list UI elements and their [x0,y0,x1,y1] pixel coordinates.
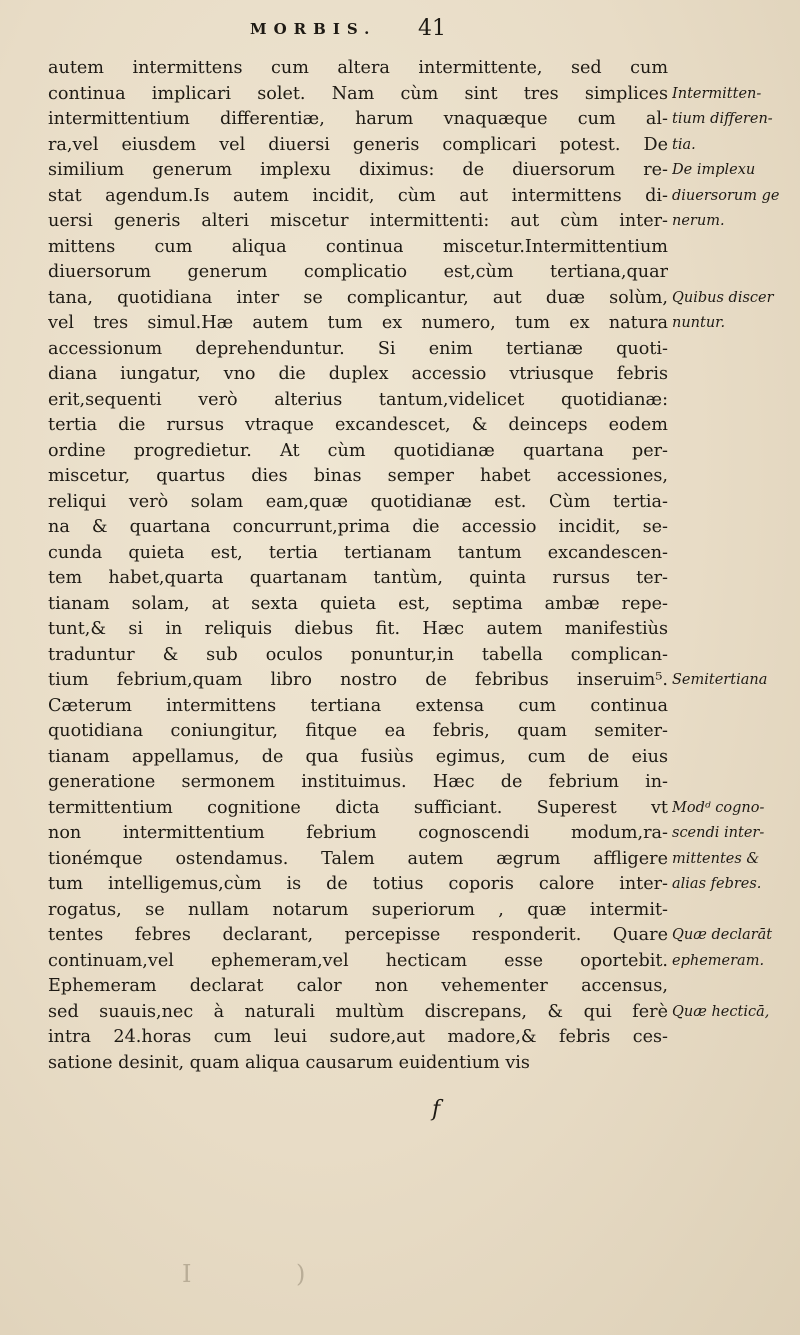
marginal-note-line: diuersorum ge [672,187,780,204]
text-line: tunt,& si in reliquis diebus fit. Hæc autem manifestiùs [48,619,668,639]
text-line: vel tres simul.Hæ autem tum ex numero, tum ex natura [48,313,668,333]
text-line: diana iungatur, vno die duplex accessio vtriusque febris [48,364,668,384]
marginal-note-line: alias febres. [672,876,762,892]
text-line: similium generum implexu diximus: de diuersorum re- [48,160,668,180]
page-number: 41 [418,16,446,41]
marginal-note-line: tia. [672,136,696,153]
text-line: cunda quieta est, tertia tertianam tantum excandescen- [48,542,668,563]
text-line: satione desinit, quam aliqua causarum euidentium vis [48,1052,530,1073]
text-line: tem habet,quarta quartanam tantùm, quinta rursus ter- [48,568,668,588]
marginal-note [672,82,796,159]
text-line: stat agendum.Is autem incidit, cùm aut intermittens di- [48,185,668,206]
marginal-note-line: Quæ hecticā, [672,1003,770,1020]
marginal-note [672,286,796,337]
marginal-note [672,668,796,694]
text-line: Ephemeram declarat calor non vehementer accensus, [48,976,668,996]
bleed-through-mark: ) [296,1260,306,1288]
text-line: generatione sermonem instituimus. Hæc de febrium in- [48,772,668,792]
marginal-note-line: mittentes & [672,850,760,867]
text-line: traduntur & sub oculos ponuntur,in tabella complican- [48,644,668,665]
text-line: mittens cum aliqua continua miscetur.Intermittentium [48,236,668,257]
text-line: uersi generis alteri miscetur intermittenti: aut cùm inter- [48,211,668,231]
marginal-note-line: Quibus discer [672,289,774,306]
text-line: tionémque ostendamus. Talem autem ægrum affligere [48,848,668,869]
signature-mark: f [432,1097,441,1122]
text-line: Cæterum intermittens tertiana extensa cum continua [48,695,668,716]
text-line: tum intelligemus,cùm is de totius coporis calore inter- [48,874,668,894]
text-line: reliqui verò solam eam,quæ quotidianæ est. Cùm tertia- [48,491,668,512]
marginal-note-line: ephemeram. [672,952,765,969]
text-line: intermittentium differentiæ, harum vnaquæque cum al- [48,109,668,129]
text-line: sed suauis,nec à naturali multùm discrepans, & qui ferè [48,1001,668,1022]
marginal-note [672,796,796,898]
text-line: miscetur, quartus dies binas semper habet accessiones, [48,466,668,486]
text-line: tana, quotidiana inter se complicantur, aut duæ solùm, [48,287,668,308]
text-line: ordine progredietur. At cùm quotidianæ quartana per- [48,440,668,461]
text-line: continuam,vel ephemeram,vel hecticam esse oportebit. [48,950,668,971]
text-line: termittentium cognitione dicta sufficiant. Superest vt [48,797,668,818]
marginal-note-line: Semitertiana [672,672,768,688]
text-line: non intermittentium febrium cognoscendi modum,ra- [48,823,668,843]
text-line: diuersorum generum complicatio est,cùm tertiana,quar [48,262,668,282]
text-line: erit,sequenti verò alterius tantum,videlicet quotidianæ: [48,389,668,410]
marginal-note-line: Intermitten- [672,85,762,102]
bleed-through-mark: I [182,1260,192,1288]
text-line: intra 24.horas cum leui sudore,aut madore,& febris ces- [48,1027,668,1047]
marginal-note [672,158,796,235]
marginal-note-line: De implexu [672,162,756,178]
page-header [250,18,550,48]
text-line: tentes febres declarant, percepisse responderit. Quare [48,925,668,945]
marginal-note-line: Modᵈ cogno- [672,799,765,816]
body-text [48,56,668,1076]
text-line: tium febrium,quam libro nostro de febribus inseruim⁵. [48,670,668,690]
marginal-note-line: scendi inter- [672,825,765,841]
marginal-note-line: tium differen- [672,111,773,127]
text-line: tianam solam, at sexta quieta est, septima ambæ repe- [48,593,668,614]
text-line: rogatus, se nullam notarum superiorum , quæ intermit- [48,899,668,920]
marginal-note-line: Quæ declarāt [672,927,773,943]
text-line: autem intermittens cum altera intermittente, sed cum [48,58,668,78]
text-line: tianam appellamus, de qua fusiùs egimus, cum de eius [48,746,668,767]
text-line: ra,vel eiusdem vel diuersi generis complicari potest. De [48,134,668,155]
marginal-note [672,923,796,974]
running-head: MORBIS. [250,20,377,38]
text-line: quotidiana coniungitur, fitque ea febris, quam semiter- [48,721,668,741]
text-line: na & quartana concurrunt,prima die accessio incidit, se- [48,517,668,537]
text-line: accessionum deprehenduntur. Si enim tertianæ quoti- [48,338,668,359]
marginal-note [672,1000,796,1026]
text-line: tertia die rursus vtraque excandescet, & deinceps eodem [48,415,668,435]
text-line: continua implicari solet. Nam cùm sint tres simplices [48,83,668,104]
marginal-note-line: nuntur. [672,315,726,331]
marginal-note-line: nerum. [672,213,725,229]
